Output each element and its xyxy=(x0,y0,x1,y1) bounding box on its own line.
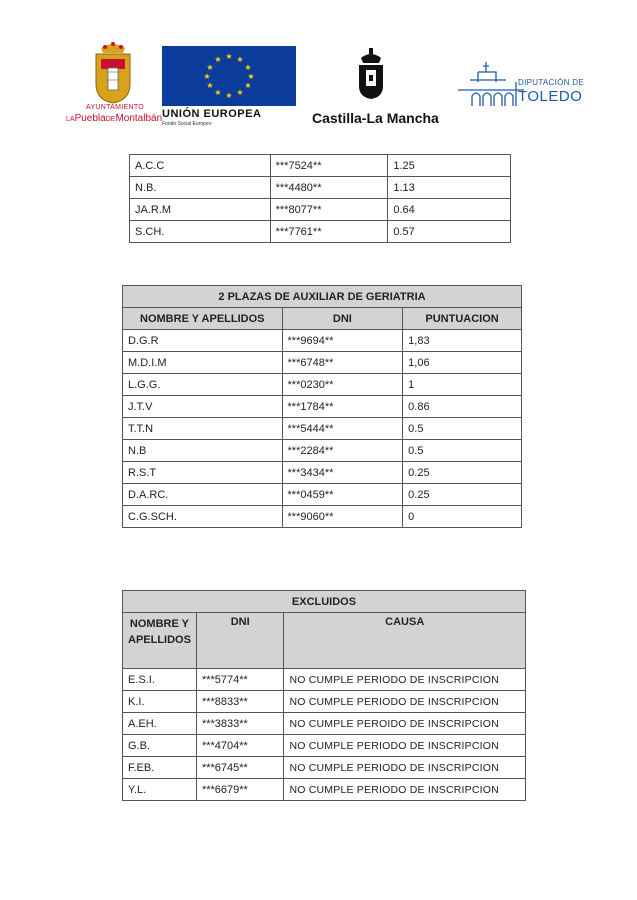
table-row xyxy=(123,735,526,757)
name-cell: T.T.N xyxy=(123,418,283,440)
name-cell: N.B xyxy=(123,440,283,462)
name-cell: N.B. xyxy=(130,177,271,199)
column-header-name: NOMBRE Y APELLIDOS xyxy=(123,613,197,669)
excluidos-table xyxy=(122,590,526,801)
ayuntamiento-name: Puebla xyxy=(74,113,106,124)
svg-text:★: ★ xyxy=(244,63,252,72)
ayuntamiento-prefix: LA xyxy=(66,116,75,123)
score-cell: 0.5 xyxy=(403,418,522,440)
score-cell: 0 xyxy=(403,506,522,528)
name-cell: D.A.RC. xyxy=(123,484,283,506)
svg-text:★: ★ xyxy=(203,72,211,81)
ayuntamiento-shield-icon xyxy=(93,42,133,104)
geriatria-table xyxy=(122,285,522,528)
diputacion-logo xyxy=(456,58,586,128)
clm-logo xyxy=(312,48,439,128)
table-title: EXCLUIDOS xyxy=(123,591,526,613)
dni-cell: ***0459** xyxy=(282,484,403,506)
causa-cell: NO CUMPLE PERIODO DE INSCRIPCION xyxy=(284,779,526,801)
table-row xyxy=(123,330,522,352)
svg-text:★: ★ xyxy=(214,88,222,97)
score-cell: 0.86 xyxy=(403,396,522,418)
svg-text:★: ★ xyxy=(206,63,214,72)
table-row xyxy=(123,440,522,462)
dni-cell: ***1784** xyxy=(282,396,403,418)
table-row xyxy=(123,691,526,713)
name-cell: G.B. xyxy=(123,735,197,757)
table-row xyxy=(123,669,526,691)
eu-logo xyxy=(162,46,298,126)
table-row xyxy=(123,713,526,735)
table-row xyxy=(123,484,522,506)
svg-text:★: ★ xyxy=(236,55,244,64)
column-header-dni: DNI xyxy=(282,308,403,330)
dni-cell: ***2284** xyxy=(282,440,403,462)
name-cell: S.CH. xyxy=(130,221,271,243)
ayuntamiento-de: DE xyxy=(105,116,116,123)
causa-cell: NO CUMPLE PEROIDO DE INSCRIPCION xyxy=(284,713,526,735)
ayuntamiento-line2 xyxy=(66,113,162,124)
causa-cell: NO CUMPLE PERIODO DE INSCRIPCION xyxy=(284,757,526,779)
svg-text:★: ★ xyxy=(236,88,244,97)
table-row xyxy=(130,155,511,177)
score-cell: 1.25 xyxy=(388,155,511,177)
name-cell: R.S.T xyxy=(123,462,283,484)
clm-name: Castilla-La Mancha xyxy=(312,110,439,126)
dni-cell: ***8077** xyxy=(270,199,388,221)
dni-cell: ***7524** xyxy=(270,155,388,177)
eu-title: UNIÓN EUROPEA xyxy=(162,108,262,120)
name-cell: E.S.I. xyxy=(123,669,197,691)
dni-cell: ***4704** xyxy=(196,735,284,757)
svg-text:★: ★ xyxy=(244,81,252,90)
score-cell: 0.5 xyxy=(403,440,522,462)
table-row xyxy=(123,352,522,374)
name-cell: M.D.I.M xyxy=(123,352,283,374)
dni-cell: ***8833** xyxy=(196,691,284,713)
table-header-row xyxy=(123,308,522,330)
dni-cell: ***6679** xyxy=(196,779,284,801)
score-cell: 0.57 xyxy=(388,221,511,243)
column-header-dni: DNI xyxy=(196,613,284,669)
name-cell: K.I. xyxy=(123,691,197,713)
causa-cell: NO CUMPLE PERIODO DE INSCRIPCION xyxy=(284,669,526,691)
table-row xyxy=(123,779,526,801)
table-row xyxy=(123,396,522,418)
name-cell: Y.L. xyxy=(123,779,197,801)
score-cell: 0.25 xyxy=(403,484,522,506)
dni-cell: ***9694** xyxy=(282,330,403,352)
table-row xyxy=(123,506,522,528)
diputacion-toledo-icon xyxy=(456,58,526,108)
dni-cell: ***4480** xyxy=(270,177,388,199)
score-cell: 1,83 xyxy=(403,330,522,352)
diputacion-line1: DIPUTACIÓN DE xyxy=(518,78,584,87)
diputacion-line2: TOLEDO xyxy=(518,88,583,105)
continuation-table xyxy=(129,154,511,243)
causa-cell: NO CUMPLE PERIODO DE INSCRIPCION xyxy=(284,735,526,757)
svg-text:★: ★ xyxy=(214,55,222,64)
svg-text:★: ★ xyxy=(247,72,255,81)
dni-cell: ***9060** xyxy=(282,506,403,528)
ayuntamiento-line1: AYUNTAMIENTO xyxy=(86,104,145,111)
svg-text:★: ★ xyxy=(225,52,233,61)
score-cell: 0.64 xyxy=(388,199,511,221)
score-cell: 1.13 xyxy=(388,177,511,199)
table-title-row xyxy=(123,286,522,308)
column-header-name: NOMBRE Y APELLIDOS xyxy=(123,308,283,330)
name-cell: J.T.V xyxy=(123,396,283,418)
table-row xyxy=(123,462,522,484)
score-cell: 1 xyxy=(403,374,522,396)
eu-subtitle: Fondo Social Europeo xyxy=(162,121,212,127)
dni-cell: ***6748** xyxy=(282,352,403,374)
name-cell: D.G.R xyxy=(123,330,283,352)
score-cell: 0.25 xyxy=(403,462,522,484)
column-header-score: PUNTUACION xyxy=(403,308,522,330)
name-cell: L.G.G. xyxy=(123,374,283,396)
dni-cell: ***5444** xyxy=(282,418,403,440)
name-cell: JA.R.M xyxy=(130,199,271,221)
svg-text:★: ★ xyxy=(206,81,214,90)
dni-cell: ***6745** xyxy=(196,757,284,779)
table-header-row xyxy=(123,613,526,669)
table-row xyxy=(123,418,522,440)
column-header-causa: CAUSA xyxy=(284,613,526,669)
score-cell: 1,06 xyxy=(403,352,522,374)
name-cell: F.EB. xyxy=(123,757,197,779)
dni-cell: ***0230** xyxy=(282,374,403,396)
table-title: 2 PLAZAS DE AUXILIAR DE GERIATRIA xyxy=(123,286,522,308)
eu-flag-icon xyxy=(162,46,296,106)
table-title-row xyxy=(123,591,526,613)
ayuntamiento-logo xyxy=(66,38,163,128)
table-row xyxy=(123,374,522,396)
dni-cell: ***3434** xyxy=(282,462,403,484)
table-row xyxy=(130,199,511,221)
table-row xyxy=(130,177,511,199)
name-cell: A.C.C xyxy=(130,155,271,177)
ayuntamiento-place: Montalbán xyxy=(115,113,163,124)
name-cell: C.G.SCH. xyxy=(123,506,283,528)
dni-cell: ***5774** xyxy=(196,669,284,691)
table-row xyxy=(123,757,526,779)
logo-bar xyxy=(0,38,637,133)
causa-cell: NO CUMPLE PERIODO DE INSCRIPCION xyxy=(284,691,526,713)
dni-cell: ***7761** xyxy=(270,221,388,243)
clm-crest-icon xyxy=(356,48,386,100)
dni-cell: ***3833** xyxy=(196,713,284,735)
name-cell: A.EH. xyxy=(123,713,197,735)
svg-text:★: ★ xyxy=(225,91,233,100)
table-row xyxy=(130,221,511,243)
